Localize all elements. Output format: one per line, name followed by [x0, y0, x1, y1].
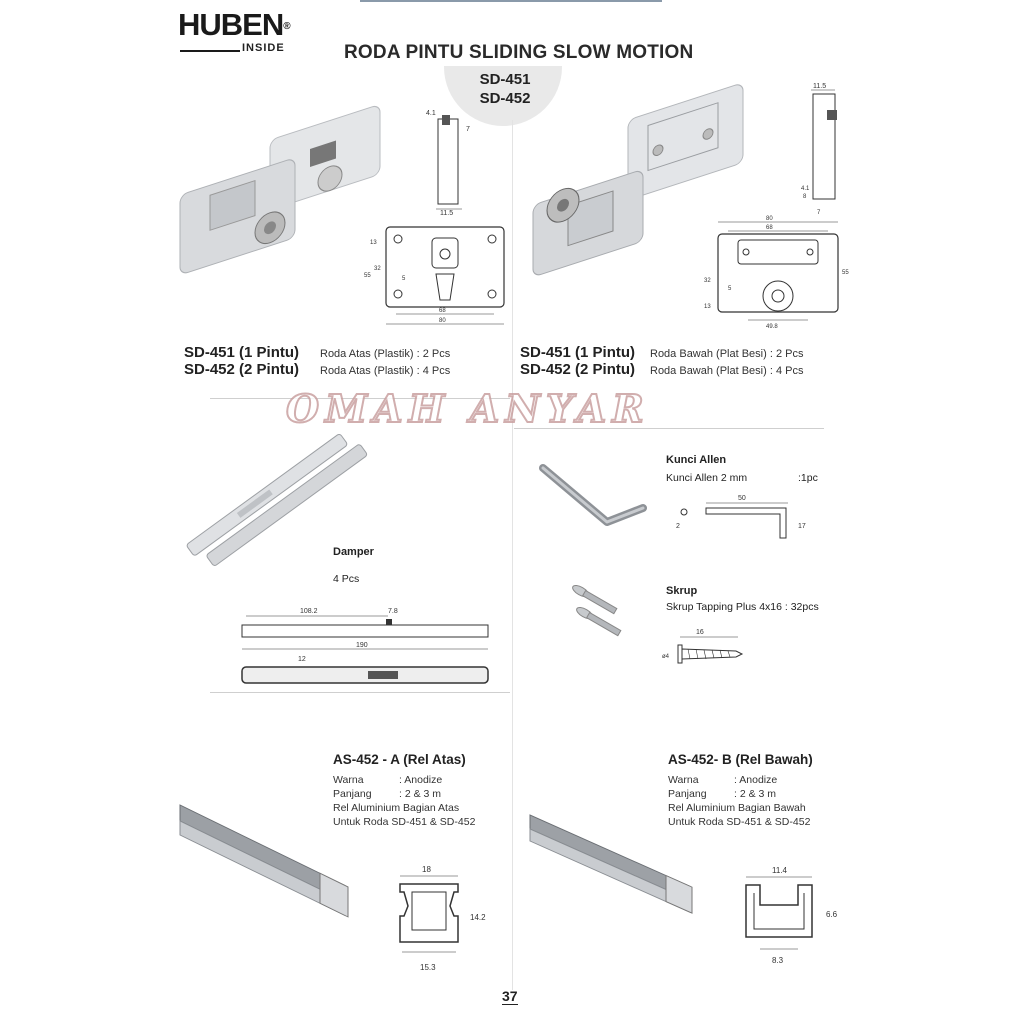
model-codes	[470, 70, 540, 108]
rail-top-desc-1: Rel Aluminium Bagian Atas	[333, 802, 460, 814]
dim-damper-2: 7.8	[388, 608, 398, 615]
lower-roller-spec	[520, 344, 803, 378]
upper-roller-side-drawing	[422, 105, 482, 215]
allen-key-photo	[535, 462, 650, 542]
rail-bottom-desc-1: Rel Aluminium Bagian Bawah	[668, 802, 806, 814]
rail-bottom-panjang-label: Panjang	[668, 788, 707, 800]
dim-allen-len: 50	[738, 495, 746, 502]
brand-name: HUBEN	[178, 7, 284, 42]
section-divider-left-2	[210, 692, 510, 693]
dim-lower-hole: 5	[728, 286, 732, 292]
dim-lower-side-a: 4.1	[801, 186, 810, 192]
screw-drawing	[660, 625, 750, 670]
lower-roller-front-drawing	[700, 212, 850, 332]
dim-rail-top-top: 18	[422, 865, 431, 874]
watermark: OMAH ANYAR	[286, 386, 650, 431]
rail-top-profile	[388, 862, 498, 977]
skrup-title: Skrup	[666, 585, 698, 597]
dim-damper-4: 12	[298, 656, 306, 663]
dim-screw-len: 16	[696, 629, 704, 636]
dim-lower-side-top: 11.5	[813, 83, 827, 90]
allen-title: Kunci Allen	[666, 454, 727, 466]
lower-spec-model-1: SD-451 (1 Pintu)	[520, 344, 636, 361]
rail-top-warna: : Anodize	[399, 774, 443, 786]
dim-front-h2: 55	[364, 273, 371, 279]
dim-rail-bottom-bottom: 8.3	[772, 956, 784, 965]
dim-allen-dia: 2	[676, 523, 680, 530]
rail-top-panjang: : 2 & 3 m	[399, 788, 442, 800]
dim-front-h3: 32	[374, 266, 381, 272]
page-title: RODA PINTU SLIDING SLOW MOTION	[344, 42, 694, 63]
damper-qty: 4 Pcs	[333, 573, 360, 585]
dim-lower-h3: 13	[704, 304, 711, 310]
dim-front-w1: 68	[439, 308, 446, 314]
upper-roller-spec	[184, 344, 450, 378]
dim-lower-w2: 68	[766, 225, 773, 231]
dim-lower-w1: 80	[766, 216, 773, 222]
dim-side-bottom: 11.5	[440, 210, 454, 217]
lower-roller-side-drawing	[795, 80, 855, 220]
dim-side-right: 7	[466, 126, 470, 133]
allen-desc: Kunci Allen 2 mm	[666, 472, 748, 484]
upper-roller-photo	[175, 120, 390, 280]
rail-top-desc-2: Untuk Roda SD-451 & SD-452	[333, 816, 476, 828]
upper-spec-model-1: SD-451 (1 Pintu)	[184, 344, 300, 361]
upper-spec-desc-1: Roda Atas (Plastik) : 2 Pcs	[320, 348, 451, 360]
dim-front-hole: 5	[402, 276, 406, 282]
dim-lower-h2: 32	[704, 278, 711, 284]
dim-allen-h: 17	[798, 523, 806, 530]
dim-front-h1: 13	[370, 240, 377, 246]
upper-spec-desc-2: Roda Atas (Plastik) : 4 Pcs	[320, 365, 451, 377]
logo-underline	[180, 50, 240, 52]
rail-bottom-profile	[736, 865, 846, 970]
page-number: 37	[502, 988, 518, 1004]
upper-spec-model-2: SD-452 (2 Pintu)	[184, 361, 300, 378]
dim-rail-top-side: 14.2	[470, 913, 486, 922]
brand-logo	[178, 7, 290, 54]
dim-damper-1: 108.2	[300, 608, 318, 615]
rail-bottom-photo	[530, 805, 705, 925]
rail-bottom-title: AS-452- B (Rel Bawah)	[668, 752, 813, 767]
model-code-2: SD-452	[479, 90, 531, 107]
dim-lower-side-b: 8	[803, 194, 807, 200]
rail-top-warna-label: Warna	[333, 774, 364, 786]
dim-rail-top-bottom: 15.3	[420, 963, 436, 972]
dim-side-top: 4.1	[426, 110, 436, 117]
dim-rail-bottom-side: 6.6	[826, 910, 838, 919]
upper-roller-front-drawing	[366, 222, 516, 332]
rail-top-photo	[180, 795, 355, 920]
lower-spec-desc-1: Roda Bawah (Plat Besi) : 2 Pcs	[650, 348, 804, 360]
dim-lower-bottom: 49.8	[766, 324, 778, 330]
allen-qty: :1pc	[798, 472, 818, 484]
rail-top-title: AS-452 - A (Rel Atas)	[333, 752, 466, 767]
rail-bottom-warna-label: Warna	[668, 774, 699, 786]
rail-bottom-desc-2: Untuk Roda SD-451 & SD-452	[668, 816, 811, 828]
lower-spec-desc-2: Roda Bawah (Plat Besi) : 4 Pcs	[650, 365, 804, 377]
model-code-1: SD-451	[479, 71, 531, 88]
brand-tagline: INSIDE	[242, 42, 285, 54]
dim-front-w2: 80	[439, 318, 446, 324]
damper-drawing	[238, 603, 498, 693]
dim-lower-h: 55	[842, 270, 849, 276]
screw-photo	[560, 585, 620, 645]
rail-bottom-warna: : Anodize	[734, 774, 778, 786]
registered-mark: ®	[283, 21, 290, 32]
dim-rail-bottom-top: 11.4	[772, 866, 787, 875]
skrup-desc: Skrup Tapping Plus 4x16 : 32pcs	[666, 601, 819, 613]
rail-top-panjang-label: Panjang	[333, 788, 372, 800]
dim-screw-dia: ø4	[662, 654, 670, 660]
lower-spec-model-2: SD-452 (2 Pintu)	[520, 361, 636, 378]
top-accent-bar	[360, 0, 662, 2]
rail-bottom-panjang: : 2 & 3 m	[734, 788, 777, 800]
dim-lower-side-c: 7	[817, 210, 821, 216]
dim-damper-3: 190	[356, 642, 368, 649]
damper-title: Damper	[333, 546, 374, 558]
allen-key-drawing	[670, 492, 820, 548]
damper-photo	[186, 435, 396, 585]
